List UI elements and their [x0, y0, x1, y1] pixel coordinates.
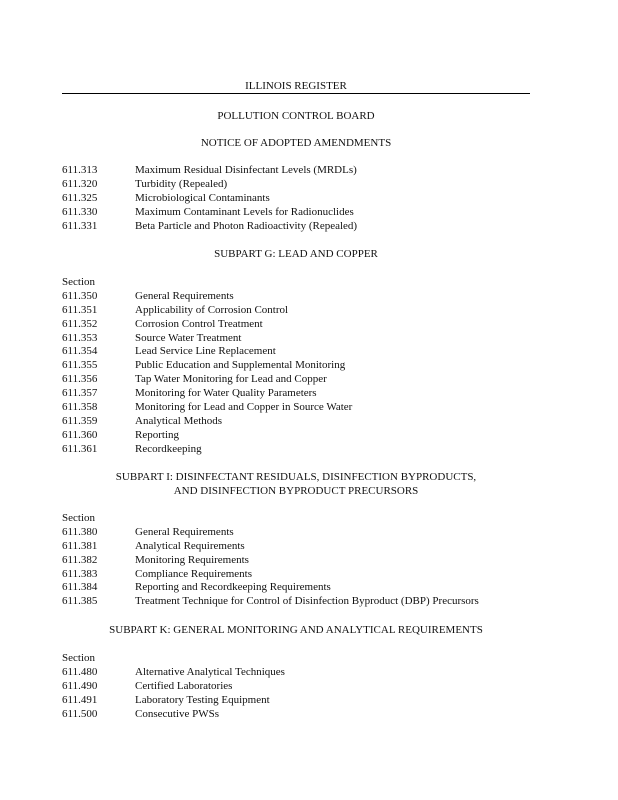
section-label: Section — [62, 652, 95, 664]
section-title: General Requirements — [135, 525, 234, 538]
section-number: 611.352 — [62, 317, 98, 330]
section-number: 611.360 — [62, 428, 98, 441]
section-row — [62, 415, 530, 429]
section-number: 611.351 — [62, 303, 98, 316]
section-title: Turbidity (Repealed) — [135, 177, 228, 190]
section-number: 611.350 — [62, 289, 98, 302]
section-title: Public Education and Supplemental Monitoring — [135, 359, 346, 372]
subpart-g-list — [62, 276, 530, 457]
section-number: 611.330 — [62, 205, 98, 218]
section-row — [62, 595, 530, 609]
section-row — [62, 666, 530, 680]
section-row — [62, 540, 530, 554]
section-row — [62, 332, 530, 346]
section-row — [62, 581, 530, 595]
section-label: Section — [62, 512, 95, 524]
section-title: Monitoring for Water Quality Parameters — [135, 387, 317, 400]
section-row — [62, 373, 530, 387]
section-row — [62, 526, 530, 540]
section-title: Compliance Requirements — [135, 567, 252, 580]
section-title: Source Water Treatment — [135, 331, 242, 344]
section-title: Lead Service Line Replacement — [135, 345, 276, 358]
section-row — [62, 164, 530, 178]
section-title: Consecutive PWSs — [135, 707, 220, 720]
section-number: 611.331 — [62, 219, 98, 232]
section-title: General Requirements — [135, 289, 234, 302]
section-row — [62, 554, 530, 568]
section-row — [62, 178, 530, 192]
section-number: 611.384 — [62, 581, 98, 594]
section-title: Tap Water Monitoring for Lead and Copper — [135, 373, 327, 386]
section-row — [62, 708, 530, 722]
section-title: Microbiological Contaminants — [135, 191, 270, 204]
section-title: Maximum Contaminant Levels for Radionuclides — [135, 205, 354, 218]
section-title: Applicability of Corrosion Control — [135, 303, 289, 316]
section-number: 611.357 — [62, 387, 98, 400]
section-number: 611.381 — [62, 539, 98, 552]
section-number: 611.491 — [62, 693, 98, 706]
section-title: Alternative Analytical Techniques — [135, 665, 285, 678]
section-number: 611.313 — [62, 164, 98, 176]
section-row — [62, 694, 530, 708]
section-number: 611.353 — [62, 331, 98, 344]
section-row — [62, 206, 530, 220]
section-title: Analytical Methods — [135, 414, 223, 427]
section-list-continued — [62, 164, 530, 233]
section-title: Corrosion Control Treatment — [135, 317, 263, 330]
subpart-k-heading: SUBPART K: GENERAL MONITORING AND ANALYTICAL REQUIREMENTS — [109, 624, 483, 636]
section-row — [62, 359, 530, 373]
section-number: 611.480 — [62, 665, 98, 678]
section-row — [62, 401, 530, 415]
section-row — [62, 345, 530, 359]
section-row — [62, 387, 530, 401]
section-title: Certified Laboratories — [135, 679, 233, 692]
section-number: 611.382 — [62, 553, 98, 566]
running-header: ILLINOIS REGISTER — [62, 80, 530, 94]
subpart-k-list — [62, 652, 530, 721]
section-row — [62, 318, 530, 332]
section-title: Recordkeeping — [135, 442, 202, 455]
section-title: Maximum Residual Disinfectant Levels (MRDLs) — [135, 164, 357, 176]
section-number: 611.355 — [62, 359, 98, 372]
section-number: 611.358 — [62, 401, 98, 414]
section-row — [62, 568, 530, 582]
section-title: Beta Particle and Photon Radioactivity (Repealed) — [135, 219, 358, 232]
section-title: Treatment Technique for Control of Disinfection Byproduct (DBP) Precursors — [135, 595, 479, 608]
subpart-i-heading-line2: AND DISINFECTION BYPRODUCT PRECURSORS — [173, 484, 419, 497]
agency-title: POLLUTION CONTROL BOARD — [217, 110, 375, 122]
subpart-i-heading — [62, 471, 530, 499]
subpart-g-heading: SUBPART G: LEAD AND COPPER — [214, 248, 378, 260]
section-row — [62, 304, 530, 318]
section-row — [62, 443, 530, 457]
section-number: 611.320 — [62, 177, 98, 190]
subpart-i-list — [62, 512, 530, 609]
section-title: Monitoring for Lead and Copper in Source Water — [135, 401, 353, 414]
section-number: 611.500 — [62, 707, 98, 720]
section-number: 611.361 — [62, 442, 98, 455]
section-number: 611.359 — [62, 414, 98, 427]
notice-title: NOTICE OF ADOPTED AMENDMENTS — [200, 137, 392, 149]
section-title: Reporting and Recordkeeping Requirements — [135, 581, 331, 594]
section-title: Laboratory Testing Equipment — [135, 693, 270, 706]
section-title: Analytical Requirements — [135, 539, 245, 552]
section-number: 611.325 — [62, 191, 98, 204]
section-row — [62, 429, 530, 443]
section-number: 611.490 — [62, 679, 98, 692]
section-row — [62, 290, 530, 304]
section-row — [62, 192, 530, 206]
section-title: Monitoring Requirements — [135, 553, 249, 566]
section-row — [62, 680, 530, 694]
section-label: Section — [62, 276, 95, 288]
section-number: 611.385 — [62, 595, 98, 608]
section-number: 611.356 — [62, 373, 98, 386]
section-number: 611.380 — [62, 525, 98, 538]
section-number: 611.354 — [62, 345, 98, 358]
section-number: 611.383 — [62, 567, 98, 580]
section-title: Reporting — [135, 428, 179, 441]
section-row — [62, 220, 530, 234]
subpart-i-heading-line1: SUBPART I: DISINFECTANT RESIDUALS, DISINFECTION BYPRODUCTS, — [115, 471, 477, 483]
